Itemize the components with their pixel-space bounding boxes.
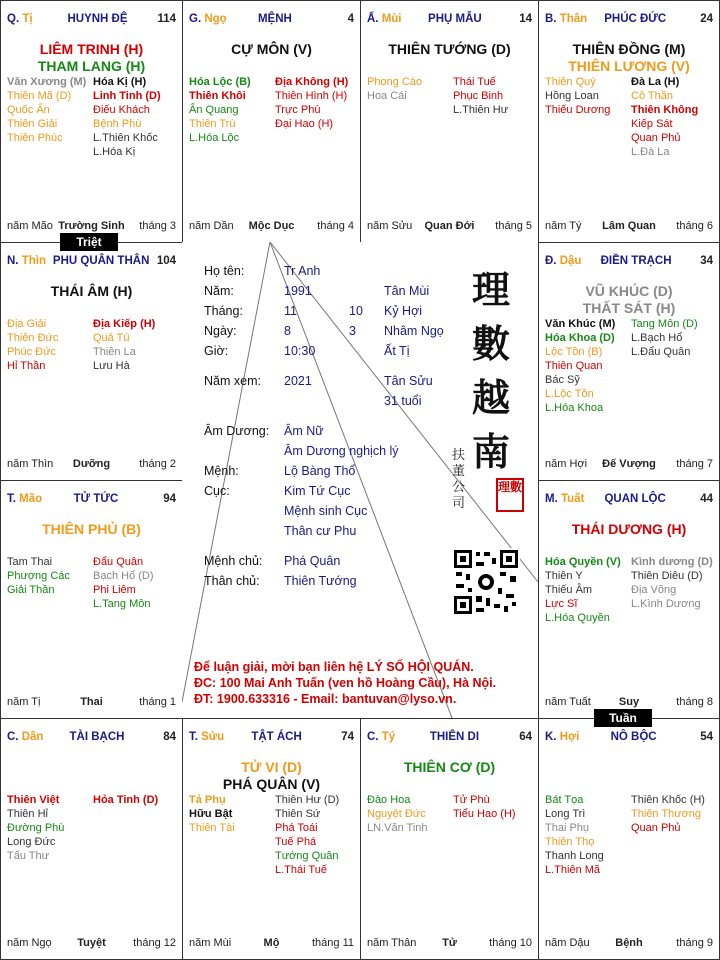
main-star: THIÊN TƯỚNG (D) (388, 41, 511, 57)
minor-star: Hồng Loan (545, 90, 599, 102)
month-label: tháng 8 (676, 696, 713, 708)
body-master-label: Thân chủ: (204, 574, 260, 588)
year-label: năm Tị (7, 696, 41, 708)
year-canchi: Tân Mùi (384, 284, 430, 298)
palace-header (367, 13, 532, 29)
year-value: 1991 (284, 284, 312, 298)
hour-value: 10:30 (284, 344, 316, 358)
main-star: THIÊN CƠ (D) (403, 759, 496, 775)
minor-star: L.Đà La (631, 146, 670, 158)
minor-star: Thiên La (93, 346, 136, 358)
year-label: năm Sửu (367, 220, 413, 232)
minor-star: Phục Binh (453, 90, 504, 102)
palace-branch: Q. Tị (7, 13, 33, 25)
minor-star: Thiên Sứ (275, 808, 321, 820)
minor-star: Hỏa Tinh (D) (93, 794, 159, 806)
minor-star: Thiếu Dương (545, 104, 611, 116)
minor-star: Bệnh Phù (93, 118, 142, 130)
palace-footer (7, 696, 176, 710)
minor-star: Hoa Cái (367, 90, 407, 102)
main-star: THIÊN ĐỒNG (M) (572, 41, 686, 57)
minor-star: L.Tang Môn (93, 598, 151, 610)
palace-name: MỆNH (257, 13, 292, 25)
minor-star: Bác Sỹ (545, 374, 580, 386)
life-stage: Đế Vượng (602, 458, 656, 470)
palace-footer (367, 937, 532, 951)
left-star-list (189, 75, 251, 145)
minor-star: Điếu Khách (93, 104, 150, 116)
red-seal: 理數 (496, 478, 524, 512)
minor-star: Phi Liêm (93, 584, 136, 596)
palace-branch: C. Tý (367, 731, 396, 743)
palace-footer (545, 220, 713, 234)
left-star-list (7, 317, 58, 373)
minor-star: Thanh Long (545, 850, 604, 862)
left-star-list (545, 793, 604, 877)
month-label: tháng 5 (495, 220, 532, 232)
minor-star: Đà La (H) (631, 76, 680, 88)
minor-star: Thiên Diêu (D) (631, 570, 703, 582)
life-stage: Suy (618, 696, 640, 708)
palace-age: 24 (700, 13, 713, 25)
cuc-note-1: Mệnh sinh Cục (284, 504, 368, 518)
year-label: năm Dậu (545, 937, 590, 949)
palace-header (545, 13, 713, 29)
main-star: THẤT SÁT (H) (582, 300, 676, 316)
minor-star: L.Thiên Hư (453, 104, 509, 116)
palace-dau (538, 242, 720, 481)
left-star-list (545, 317, 615, 415)
palace-mui (360, 0, 539, 243)
minor-star: L.Thiên Khốc (93, 132, 158, 144)
minor-star: Thái Tuế (453, 76, 496, 88)
minor-star: Đào Hoa (367, 794, 411, 806)
cuc-value: Kim Tứ Cục (284, 484, 351, 498)
palace-footer (545, 937, 713, 951)
palace-footer (189, 220, 354, 234)
month-label: tháng 9 (676, 937, 713, 949)
minor-star: L.Hóa Lộc (189, 132, 240, 144)
name-value: Tr Anh (284, 264, 321, 278)
palace-age: 14 (519, 13, 532, 25)
minor-star: Kình dương (D) (631, 556, 713, 568)
palace-footer (7, 220, 176, 234)
minor-star: Tướng Quân (275, 850, 339, 862)
life-stage: Tuyệt (77, 937, 106, 949)
minor-star: Lưu Hà (93, 360, 130, 372)
left-star-list (367, 75, 422, 103)
view-year-value: 2021 (284, 374, 312, 388)
minor-star: Địa Không (H) (275, 76, 349, 88)
palace-age: 74 (341, 731, 354, 743)
main-star: THÁI DƯƠNG (H) (571, 521, 687, 537)
day-label: Ngày: (204, 324, 237, 338)
palace-header (367, 731, 532, 747)
palace-age: 94 (163, 493, 176, 505)
destiny-label: Mệnh: (204, 464, 239, 478)
palace-branch: B. Thân (545, 13, 588, 25)
palace-mao (0, 480, 183, 719)
minor-star: Thiên Khốc (H) (631, 794, 705, 806)
life-stage: Mộc Dục (248, 220, 295, 232)
palace-age: 104 (156, 255, 176, 267)
palace-age: 4 (347, 13, 354, 25)
palace-name: ĐIỀN TRẠCH (600, 255, 672, 267)
destiny-value: Lộ Bàng Thổ (284, 464, 356, 478)
month-label: Tháng: (204, 304, 243, 318)
palace-name: QUAN LỘC (604, 493, 666, 505)
month-canchi: Kỷ Hợi (384, 304, 423, 318)
minor-star: Văn Khúc (M) (545, 318, 616, 330)
right-star-list (453, 75, 508, 117)
minor-star: Phúc Đức (7, 346, 56, 358)
cuc-label: Cục: (204, 484, 230, 498)
life-stage: Thai (80, 696, 103, 708)
right-star-list (631, 317, 698, 359)
palace-footer (545, 458, 713, 472)
main-star: TỬ VI (D) (241, 759, 302, 775)
palace-header (7, 493, 176, 509)
minor-star: Bát Tọa (545, 794, 584, 806)
minor-star: Thiếu Âm (545, 584, 593, 596)
life-stage: Tử (442, 937, 457, 949)
palace-age: 34 (700, 255, 713, 267)
palace-header (545, 493, 713, 509)
yin-yang-note: Âm Dương nghịch lý (284, 444, 399, 458)
palace-name: PHÚC ĐỨC (604, 13, 667, 25)
main-star: THAM LANG (H) (37, 58, 146, 74)
minor-star: Thiên Giải (7, 118, 58, 130)
month-solar: 11 (284, 304, 297, 318)
minor-star: L.Hóa Kị (93, 146, 136, 158)
month-label: tháng 6 (676, 220, 713, 232)
main-star: CỰ MÔN (V) (231, 41, 312, 57)
minor-star: Thiên Tài (189, 822, 235, 834)
life-stage: Bệnh (615, 937, 643, 949)
palace-branch: K. Hợi (545, 731, 580, 743)
calligraphy-char-1: 理 (472, 267, 511, 312)
minor-star: LN.Văn Tinh (367, 822, 428, 834)
minor-star: Thiên Không (631, 104, 699, 116)
palace-branch: G. Ngọ (189, 13, 227, 25)
palace-branch: T. Sửu (189, 731, 225, 743)
life-stage: Lâm Quan (602, 220, 656, 232)
palace-name: TẬT ÁCH (251, 731, 302, 743)
hour-label: Giờ: (204, 344, 229, 358)
minor-star: Quan Phủ (631, 822, 681, 834)
palace-name: PHU QUÂN THÂN (52, 255, 150, 267)
minor-star: L.Bạch Hổ (631, 332, 683, 344)
left-star-list (7, 555, 70, 597)
palace-name: NÔ BỘC (610, 731, 657, 743)
right-star-list (631, 793, 705, 835)
right-star-list (93, 75, 161, 159)
main-star: THIÊN PHỦ (B) (42, 521, 141, 537)
palace-name: THIÊN DI (429, 731, 480, 743)
minor-star: Thiên Hư (D) (275, 794, 340, 806)
minor-star: L.Thái Tuế (275, 864, 327, 876)
palace-than (538, 0, 720, 243)
palace-age: 84 (163, 731, 176, 743)
minor-star: Đường Phù (7, 822, 65, 834)
minor-star: Thiên Quan (545, 360, 603, 372)
minor-star: Quốc Ấn (7, 104, 50, 116)
minor-star: Thiên Hỉ (7, 808, 48, 820)
minor-star: Tấu Thư (7, 850, 50, 862)
left-star-list (189, 793, 235, 835)
palace-header (7, 731, 176, 747)
main-star: THÁI ÂM (H) (50, 283, 133, 299)
main-star: VŨ KHÚC (D) (585, 283, 673, 299)
center-panel (182, 242, 538, 718)
month-label: tháng 3 (139, 220, 176, 232)
minor-star: Bạch Hổ (D) (93, 570, 154, 582)
minor-star: Ân Quang (189, 104, 239, 116)
minor-star: Giải Thần (7, 584, 55, 596)
right-star-list (275, 793, 339, 877)
minor-star: Thiên Quý (545, 76, 596, 88)
minor-star: Đại Hao (H) (275, 118, 334, 130)
left-star-list (7, 75, 86, 145)
left-star-list (545, 75, 610, 117)
minor-star: Lộc Tồn (B) (545, 346, 603, 358)
minor-star: Linh Tinh (D) (93, 90, 161, 102)
body-master-value: Thiên Tướng (284, 574, 357, 588)
minor-star: Long Trì (545, 808, 586, 820)
minor-star: Thiên Mã (D) (7, 90, 72, 102)
palace-ty (360, 718, 539, 960)
view-year-label: Năm xem: (204, 374, 261, 388)
month-label: tháng 10 (489, 937, 532, 949)
palace-header (7, 13, 176, 29)
minor-star: Thiên Phúc (7, 132, 63, 144)
minor-star: Thai Phụ (545, 822, 590, 834)
minor-star: L.Đẩu Quân (631, 346, 691, 358)
palace-age: 114 (157, 13, 176, 25)
palace-branch: N. Thìn (7, 255, 46, 267)
right-star-list (453, 793, 516, 821)
calligraphy-char-3: 越 (472, 375, 511, 420)
minor-star: Địa Kiếp (H) (93, 318, 156, 330)
minor-star: Thiên Trù (189, 118, 236, 130)
month-label: tháng 2 (139, 458, 176, 470)
palace-name: TỬ TỨC (73, 493, 119, 505)
main-star: THIÊN LƯƠNG (V) (568, 58, 690, 74)
minor-star: Lực Sĩ (545, 598, 578, 610)
minor-star: Thiên Thương (631, 808, 702, 820)
day-canchi: Nhâm Ngọ (384, 324, 444, 338)
palace-name: TÀI BẠCH (69, 731, 125, 743)
minor-star: Địa Võng (631, 584, 677, 596)
palace-tuat (538, 480, 720, 719)
palace-age: 64 (519, 731, 532, 743)
year-label: năm Dần (189, 220, 234, 232)
hour-canchi: Ất Tị (384, 344, 410, 358)
life-stage: Mộ (263, 937, 280, 949)
month-label: tháng 4 (317, 220, 354, 232)
palace-age: 54 (700, 731, 713, 743)
minor-star: Tiểu Hao (H) (453, 808, 516, 820)
palace-header (545, 255, 713, 271)
palace-footer (189, 937, 354, 951)
life-stage: Trường Sinh (58, 220, 125, 232)
calligraphy-char-2: 數 (472, 321, 511, 366)
contact-line-3[interactable]: ĐT: 1900.633316 - Email: bantuvan@lyso.vn. (194, 692, 457, 706)
view-year-canchi: Tân Sửu (384, 374, 433, 388)
minor-star: Hóa Quyền (V) (545, 556, 621, 568)
day-solar: 8 (284, 324, 291, 338)
year-label: năm Thìn (7, 458, 54, 470)
destiny-master-value: Phá Quân (284, 554, 341, 568)
minor-star: Long Đức (7, 836, 56, 848)
year-label: năm Mão (7, 220, 53, 232)
minor-star: Phong Cáo (367, 76, 423, 88)
month-label: tháng 7 (676, 458, 713, 470)
year-label: năm Ngọ (7, 937, 52, 949)
left-star-list (367, 793, 428, 835)
minor-star: Kiếp Sát (631, 118, 673, 130)
year-label: Năm: (204, 284, 234, 298)
minor-star: L.Lộc Tồn (545, 388, 594, 400)
palace-ngo (182, 0, 361, 243)
right-star-list (631, 75, 698, 159)
minor-star: Quan Phủ (631, 132, 681, 144)
palace-thin (0, 242, 183, 481)
age-value: 31 tuổi (384, 394, 422, 408)
minor-star: Thiên Y (545, 570, 583, 582)
minor-star: Cô Thần (631, 90, 673, 102)
year-label: năm Thân (367, 937, 417, 949)
qr-code[interactable] (452, 548, 520, 616)
destiny-master-label: Mệnh chủ: (204, 554, 263, 568)
right-star-list (93, 555, 154, 611)
palace-ti (0, 0, 183, 243)
minor-star: Thiên Khôi (189, 90, 246, 102)
palace-footer (367, 220, 532, 234)
life-stage: Quan Đới (424, 220, 475, 232)
minor-star: L.Hóa Quyền (545, 612, 610, 624)
minor-star: Văn Xương (M) (7, 76, 87, 88)
palace-header (7, 255, 176, 271)
minor-star: Trực Phù (275, 104, 321, 116)
life-stage: Dưỡng (72, 458, 111, 470)
palace-footer (7, 937, 176, 951)
minor-star: Tả Phụ (189, 794, 226, 806)
right-star-list (275, 75, 348, 131)
cuc-note-2: Thân cư Phu (284, 524, 357, 538)
minor-star: Quả Tú (93, 332, 130, 344)
month-lunar: 10 (349, 304, 363, 318)
right-star-list (93, 317, 155, 373)
palace-header (545, 731, 713, 747)
palace-footer (7, 458, 176, 472)
calligraphy-signature: 扶董公司 (452, 448, 466, 511)
minor-star: L.Hóa Khoa (545, 402, 604, 414)
minor-star: Hóa Lộc (B) (189, 76, 251, 88)
minor-star: Hữu Bật (189, 808, 233, 820)
palace-footer (545, 696, 713, 710)
minor-star: Hóa Khoa (D) (545, 332, 615, 344)
month-label: tháng 1 (139, 696, 176, 708)
minor-star: Thiên Việt (7, 794, 60, 806)
palace-hoi (538, 718, 720, 960)
contact-line-2: ĐC: 100 Mai Anh Tuấn (ven hồ Hoàng Cầu), Hà Nội. (194, 676, 497, 690)
palace-branch: Đ. Dậu (545, 255, 582, 267)
minor-star: Phượng Các (7, 570, 70, 582)
minor-star: L.Kình Dương (631, 598, 701, 610)
palace-suu (182, 718, 361, 960)
palace-branch: T. Mão (7, 493, 43, 505)
minor-star: Phá Toái (275, 822, 318, 834)
day-lunar: 3 (349, 324, 356, 338)
name-label: Họ tên: (204, 264, 245, 278)
month-label: tháng 12 (133, 937, 176, 949)
yin-yang-label: Âm Dương: (204, 424, 270, 438)
year-label: năm Tuất (545, 696, 591, 708)
year-label: năm Tý (545, 220, 582, 232)
tuan-badge: Tuần (594, 709, 652, 727)
triet-badge: Triệt (60, 233, 118, 251)
minor-star: Thiên Đức (7, 332, 59, 344)
contact-line-1: Để luận giải, mời bạn liên hệ LÝ SỐ HỘI QUÁN. (194, 660, 474, 674)
minor-star: Thiên Hình (H) (275, 90, 348, 102)
minor-star: Địa Giải (7, 318, 47, 330)
palace-branch: M. Tuất (545, 493, 585, 505)
palace-branch: Ấ. Mùi (367, 13, 402, 25)
left-star-list (545, 555, 621, 625)
palace-name: HUYNH ĐỆ (67, 13, 128, 25)
minor-star: Tử Phù (453, 794, 490, 806)
yin-yang-value: Âm Nữ (284, 424, 324, 438)
main-star: PHÁ QUÂN (V) (222, 776, 321, 792)
main-star: LIÊM TRINH (H) (39, 41, 144, 57)
minor-star: Tang Môn (D) (631, 318, 698, 330)
minor-star: Đẩu Quân (93, 556, 144, 568)
minor-star: Nguyệt Đức (367, 808, 426, 820)
year-label: năm Hợi (545, 458, 588, 470)
minor-star: L.Thiên Mã (545, 864, 601, 876)
right-star-list (93, 793, 158, 807)
minor-star: Thiên Thọ (545, 836, 595, 848)
right-star-list (631, 555, 713, 611)
palace-header (189, 731, 354, 747)
palace-age: 44 (700, 493, 713, 505)
minor-star: Tuế Phá (275, 836, 317, 848)
palace-dan (0, 718, 183, 960)
calligraphy-char-4: 南 (472, 429, 511, 474)
palace-branch: C. Dần (7, 731, 44, 743)
palace-header (189, 13, 354, 29)
month-label: tháng 11 (311, 937, 354, 949)
minor-star: Hỉ Thần (7, 360, 46, 372)
left-star-list (7, 793, 64, 863)
year-label: năm Mùi (189, 937, 232, 949)
minor-star: Hóa Kị (H) (93, 76, 147, 88)
minor-star: Tam Thai (7, 556, 53, 568)
palace-name: PHỤ MẪU (428, 13, 482, 25)
